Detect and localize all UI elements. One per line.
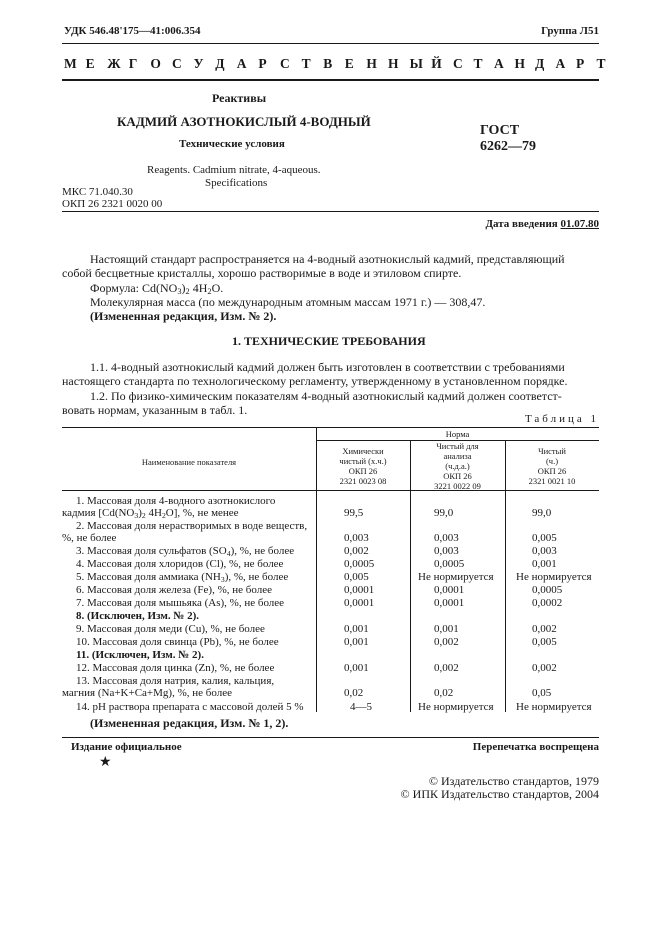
- banner-letter: Н: [514, 56, 526, 71]
- okp-code: ОКП 26 2321 0020 00: [62, 198, 163, 210]
- table-caption: Таблица 1: [524, 413, 599, 425]
- table-cell-value: 0,002: [344, 545, 369, 557]
- banner-letter: О: [150, 56, 161, 71]
- official-edition: Издание официальное: [71, 741, 182, 753]
- table-cell-value: 0,002: [434, 636, 459, 648]
- subtitle: Технические условия: [179, 138, 285, 150]
- banner-letter: С: [280, 56, 290, 71]
- table-cell-value: Не нормируется: [516, 571, 592, 583]
- intro-amendment: (Измененная редакция, Изм. № 2).: [90, 309, 277, 323]
- mks-code: МКС 71.040.30: [62, 186, 133, 198]
- banner-letter: Д: [215, 56, 225, 71]
- banner-letter: С: [453, 56, 463, 71]
- table-row-label: 5. Массовая доля аммиака $(NH_3)$, %, не более: [76, 571, 289, 584]
- banner-letter: Т: [596, 56, 606, 71]
- table-cell-value: 0,001: [434, 623, 459, 635]
- effective-date-label: Дата введения: [485, 218, 558, 230]
- effective-date-value: 01.07.80: [560, 218, 599, 230]
- table-amendment: (Измененная редакция, Изм. № 1, 2).: [90, 716, 289, 730]
- table-cell-value: 0,0002: [532, 597, 563, 609]
- grade-header-chemically-pure: Химически чистый (х.ч.) ОКП 26 2321 0023 08: [339, 446, 387, 486]
- banner-letter: Ж: [107, 56, 121, 71]
- banner-letter: У: [193, 56, 204, 71]
- banner-letter: А: [494, 56, 504, 71]
- table-cell-value: 0,05: [532, 687, 552, 699]
- table-cell-value: 0,0005: [344, 558, 375, 570]
- banner-letter: Н: [388, 56, 399, 71]
- banner-letter: С: [172, 56, 182, 71]
- banner-rule: [62, 79, 599, 81]
- copyright-2004: © ИПК Издательство стандартов, 2004: [400, 787, 599, 801]
- table-row-label-cont: магния (Na+K+Ca+Mg), %, не более: [62, 687, 232, 699]
- table-row-label: 6. Массовая доля железа (Fe), %, не более: [76, 584, 272, 596]
- table-row-label-cont: %, не более: [62, 532, 117, 544]
- table-cell-value: 99,0: [532, 507, 552, 519]
- clause-1-1-line-2: настоящего стандарта по технологическому регламенту, утвержденному в установленном порядке.: [62, 374, 568, 388]
- table-cell-value: 0,002: [532, 623, 557, 635]
- banner-letter: Т: [301, 56, 311, 71]
- group-code: Группа Л51: [541, 25, 599, 37]
- banner-letter: Е: [344, 56, 354, 71]
- state-standard-banner: [0, 56, 661, 74]
- clause-1-1-line-1: 1.1. 4-водный азотнокислый кадмий должен быть изготовлен в соответствии с требованиями: [90, 360, 565, 374]
- table-row-label: 10. Массовая доля свинца (Pb), %, не более: [76, 636, 279, 648]
- table-row-label: 9. Массовая доля меди (Cu), %, не более: [76, 623, 265, 635]
- table-cell-value: Не нормируется: [418, 571, 494, 583]
- table-row-label: 4. Массовая доля хлоридов (Cl), %, не более: [76, 558, 284, 570]
- table-row-label: 7. Массовая доля мышьяка (As), %, не более: [76, 597, 285, 609]
- banner-letter: Р: [258, 56, 267, 71]
- table-row-label-cont: кадмия [$Cd(NO_3)_2$ $4H_2O$], %, не менее: [62, 507, 239, 520]
- clause-1-2-line-1: 1.2. По физико-химическим показателям 4-водный азотнокислый кадмий должен соответст-: [90, 389, 562, 403]
- table-row-label: 11. (Исключен, Изм. № 2).: [76, 649, 204, 661]
- molecular-mass: Молекулярная масса (по международным атомным массам 1971 г.) — 308,47.: [90, 295, 486, 309]
- banner-letter: Й: [431, 56, 442, 71]
- udk-code: УДК 546.48'175—41:006.354: [64, 25, 201, 37]
- table-cell-value: 0,001: [344, 662, 369, 674]
- product-name: КАДМИЙ АЗОТНОКИСЛЫЙ 4-ВОДНЫЙ: [117, 114, 371, 129]
- banner-letter: Р: [576, 56, 585, 71]
- table-cell-value: 0,0001: [434, 597, 465, 609]
- table-cell-value: 0,003: [434, 532, 459, 544]
- banner-letter: Ы: [409, 56, 423, 71]
- table-cell-value: 0,0005: [434, 558, 465, 570]
- table-cell-value: 0,002: [532, 662, 557, 674]
- table-cell-value: 0,02: [434, 687, 454, 699]
- table-1: [62, 427, 599, 712]
- intro-line-1: Настоящий стандарт распространяется на 4-водный азотнокислый кадмий, представляющий: [90, 252, 565, 266]
- column-header-name: Наименование показателя: [141, 457, 237, 467]
- table-row-label: 2. Массовая доля нерастворимых в воде веществ,: [76, 520, 308, 532]
- table-cell-value: 0,002: [434, 662, 459, 674]
- effective-date: [485, 218, 599, 231]
- table-cell-value: 0,0001: [434, 584, 465, 596]
- formula: Формула: $Cd(NO_3)_2$ $4H_2O$.: [90, 281, 224, 296]
- star-icon: ★: [99, 755, 112, 770]
- section-heading: 1. ТЕХНИЧЕСКИЕ ТРЕБОВАНИЯ: [232, 334, 426, 348]
- table-cell-value: 0,001: [344, 623, 369, 635]
- table-row-label: 8. (Исключен, Изм. № 2).: [76, 610, 200, 622]
- table-cell-value: 0,001: [532, 558, 557, 570]
- table-cell-value: Не нормируется: [418, 701, 494, 713]
- table-row-label: 3. Массовая доля сульфатов $(SO_4)$, %, не более: [76, 545, 295, 558]
- intro-line-2: собой бесцветные кристаллы, хорошо растворимые в воде и этиловом спирте.: [62, 266, 462, 280]
- table-cell-value: Не нормируется: [516, 701, 592, 713]
- column-header-norm: Норма: [445, 429, 470, 439]
- banner-letter: А: [236, 56, 247, 71]
- english-title-2: Specifications: [205, 177, 268, 189]
- gost-label: ГОСТ: [480, 123, 520, 138]
- clause-1-2-line-2: вовать нормам, указанным в табл. 1.: [62, 403, 248, 417]
- gost-number: 6262—79: [480, 139, 536, 154]
- table-cell-value: 99,5: [344, 507, 364, 519]
- table-cell-value: 0,005: [532, 532, 557, 544]
- footer-rule: [62, 737, 599, 738]
- banner-letter: Н: [366, 56, 377, 71]
- table-cell-value: 0,0001: [344, 584, 375, 596]
- table-cell-value: 0,0005: [532, 584, 563, 596]
- formula-label: Формула:: [90, 281, 140, 295]
- table-row-label: 12. Массовая доля цинка (Zn), %, не более: [76, 662, 275, 674]
- category: Реактивы: [212, 91, 267, 105]
- table-cell-value: 0,003: [532, 545, 557, 557]
- banner-letter: Е: [85, 56, 95, 71]
- table-row-label: 13. Массовая доля натрия, калия, кальция,: [76, 675, 275, 687]
- banner-letter: А: [555, 56, 566, 71]
- header-rule: [62, 43, 599, 44]
- banner-letter: Г: [128, 56, 138, 71]
- table-cell-value: 0,001: [344, 636, 369, 648]
- table-cell-value: 4—5: [350, 701, 372, 713]
- copyright-1979: © Издательство стандартов, 1979: [428, 774, 599, 788]
- table-cell-value: 0,02: [344, 687, 364, 699]
- table-cell-value: 0,0001: [344, 597, 375, 609]
- reprint-notice: Перепечатка воспрещена: [472, 741, 599, 753]
- table-cell-value: 0,003: [434, 545, 459, 557]
- title-rule: [62, 211, 599, 212]
- grade-header-analytical: Чистый для анализа (ч.д.а.) ОКП 26 3221 0022 09: [434, 441, 481, 491]
- table-cell-value: 99,0: [434, 507, 454, 519]
- table-row-label: 1. Массовая доля 4-водного азотнокислого: [76, 495, 276, 507]
- banner-letter: Т: [473, 56, 483, 71]
- grade-header-pure: Чистый (ч.) ОКП 26 2321 0021 10: [528, 446, 576, 486]
- banner-letter: В: [323, 56, 333, 71]
- english-title-1: Reagents. Cadmium nitrate, 4-aqueous.: [147, 164, 321, 176]
- table-cell-value: 0,003: [344, 532, 369, 544]
- table-row-label: 14. pH раствора препарата с массовой долей 5 %: [76, 701, 304, 713]
- table-cell-value: 0,005: [532, 636, 557, 648]
- banner-letter: Д: [535, 56, 545, 71]
- banner-letter: М: [64, 56, 77, 71]
- table-cell-value: 0,005: [344, 571, 369, 583]
